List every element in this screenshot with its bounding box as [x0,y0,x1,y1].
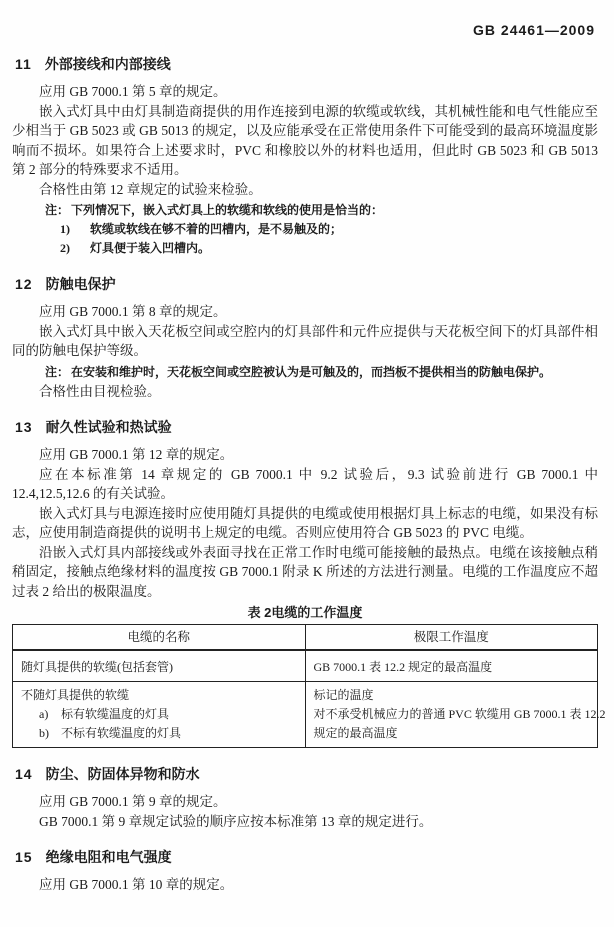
cell-item-label: a) [39,707,49,721]
section-11-heading [12,56,598,72]
table-caption [12,604,598,621]
table-header-cell-limit-temp: 极限工作温度 [305,625,598,651]
table-row [13,650,598,682]
cell-line: 不随灯具提供的软缆 [21,688,130,702]
paragraph: GB 7000.1 第 9 章规定试验的顺序应按本标准第 13 章的规定进行。 [39,813,433,829]
note-block [12,201,598,258]
note-label: 注： [45,364,70,379]
section-number: 11 [15,56,32,72]
section-title: 耐久性试验和热试验 [45,419,172,435]
section-title: 防触电保护 [45,276,116,292]
paragraph: 应用 GB 7000.1 第 10 章的规定。 [39,877,234,892]
note-label: 注： [45,203,70,217]
cable-temperature-table [12,624,606,748]
section-title: 防尘、防固体异物和防水 [45,766,200,782]
paragraph: 嵌入式灯具中嵌入天花板空间或空腔内的灯具部件和元件应提供与天花板空间下的灯具部件相同的防触电保护等级。 [12,323,598,358]
section-number: 13 [15,419,33,435]
table-header-cell-cable-name: 电缆的名称 [13,625,306,651]
note-block [12,363,598,382]
paragraph: 应用 GB 7000.1 第 12 章的规定。 [39,447,234,462]
note-item-label: 2) [60,241,70,255]
paragraph: 嵌入式灯具中由灯具制造商提供的用作连接到电源的软缆或软线，其机械性能和电气性能应至少相当于 GB 5023 或 GB 5013 的规定，以及应能承受在正常使用条件下可能受到的最高环境温度影响而不损坏。如果符合上述要求时，PVC 和橡胶以外的材料也适用，但此时 GB 5023 和 GB 5013 第 2 部分的特殊要求不适用。 [12,103,598,177]
table-row [13,682,598,748]
section-title: 绝缘电阻和电气强度 [45,849,172,865]
note-lead [12,201,598,220]
table-cell: 随灯具提供的软缆(包括套管) [13,650,306,682]
table-cell: GB 7000.1 表 12.2 规定的最高温度 [305,650,598,682]
note-text: 在安装和维护时，天花板空间或空腔被认为是可触及的，而挡板不提供相当的防触电保护。 [71,364,552,379]
section-15-heading [12,849,598,865]
table-caption-label: 表 2 [247,605,272,620]
section-14-heading [12,766,598,782]
paragraph: 嵌入式灯具与电源连接时应使用随灯具提供的电缆或使用根据灯具上标志的电缆，如果没有标志，应使用制造商提供的说明书上规定的电缆。否则应使用符合 GB 5023 的 PVC 电缆。 [12,505,598,540]
note-item [12,239,598,258]
note-lead [12,363,598,382]
cell-line: 对不承受机械应力的普通 PVC 软缆用 GB 7000.1 表 12.2 [313,707,606,721]
paragraph: 合格性由目视检验。 [39,383,161,399]
paragraph: 沿嵌入式灯具内部接线或外表面寻找在正常工作时电缆可能接触的最热点。电缆在该接触点稍稍固定，接触点绝缘材料的温度按 GB 7000.1 附录 K 所述的方法进行测量。电缆的工作温度应不超过表 2 给出的极限温度。 [12,544,598,599]
note-text: 下列情况下，嵌入式灯具上的软缆和软线的使用是恰当的： [71,203,384,217]
cell-item-text: 不标有软缆温度的灯具 [61,726,182,740]
section-number: 15 [15,849,33,865]
section-12-heading [12,276,598,292]
table-cell [305,682,606,748]
paragraph: 应用 GB 7000.1 第 5 章的规定。 [39,84,227,99]
table-cell [13,682,306,748]
cell-line: 规定的最高温度 [313,726,398,740]
section-number: 14 [15,766,33,782]
cell-line [21,705,297,724]
note-item-text: 软缆或软线在够不着的凹槽内，是不易触及的； [90,222,343,236]
paragraph: 应在本标准第 14 章规定的 GB 7000.1 中 9.2 试验后，9.3 试验前进行 GB 7000.1 中 12.4,12.5,12.6 的有关试验。 [12,466,598,501]
section-title: 外部接线和内部接线 [44,56,171,72]
note-item-label: 1) [60,222,70,236]
section-13-heading [12,419,598,435]
cell-item-label: b) [39,726,49,740]
paragraph: 合格性由第 12 章规定的试验来检验。 [39,181,262,197]
cell-line: 标记的温度 [313,688,374,702]
doc-code: GB 24461—2009 [473,22,595,38]
cell-item-text: 标有软缆温度的灯具 [61,707,170,721]
paragraph: 应用 GB 7000.1 第 9 章的规定。 [39,794,227,809]
table-caption-title: 电缆的工作温度 [271,605,363,620]
note-item-text: 灯具便于装入凹槽内。 [90,241,211,255]
note-item [12,220,598,239]
cell-line [21,724,297,743]
table-header-row [13,625,598,651]
paragraph: 应用 GB 7000.1 第 8 章的规定。 [39,304,227,319]
section-number: 12 [15,276,33,292]
